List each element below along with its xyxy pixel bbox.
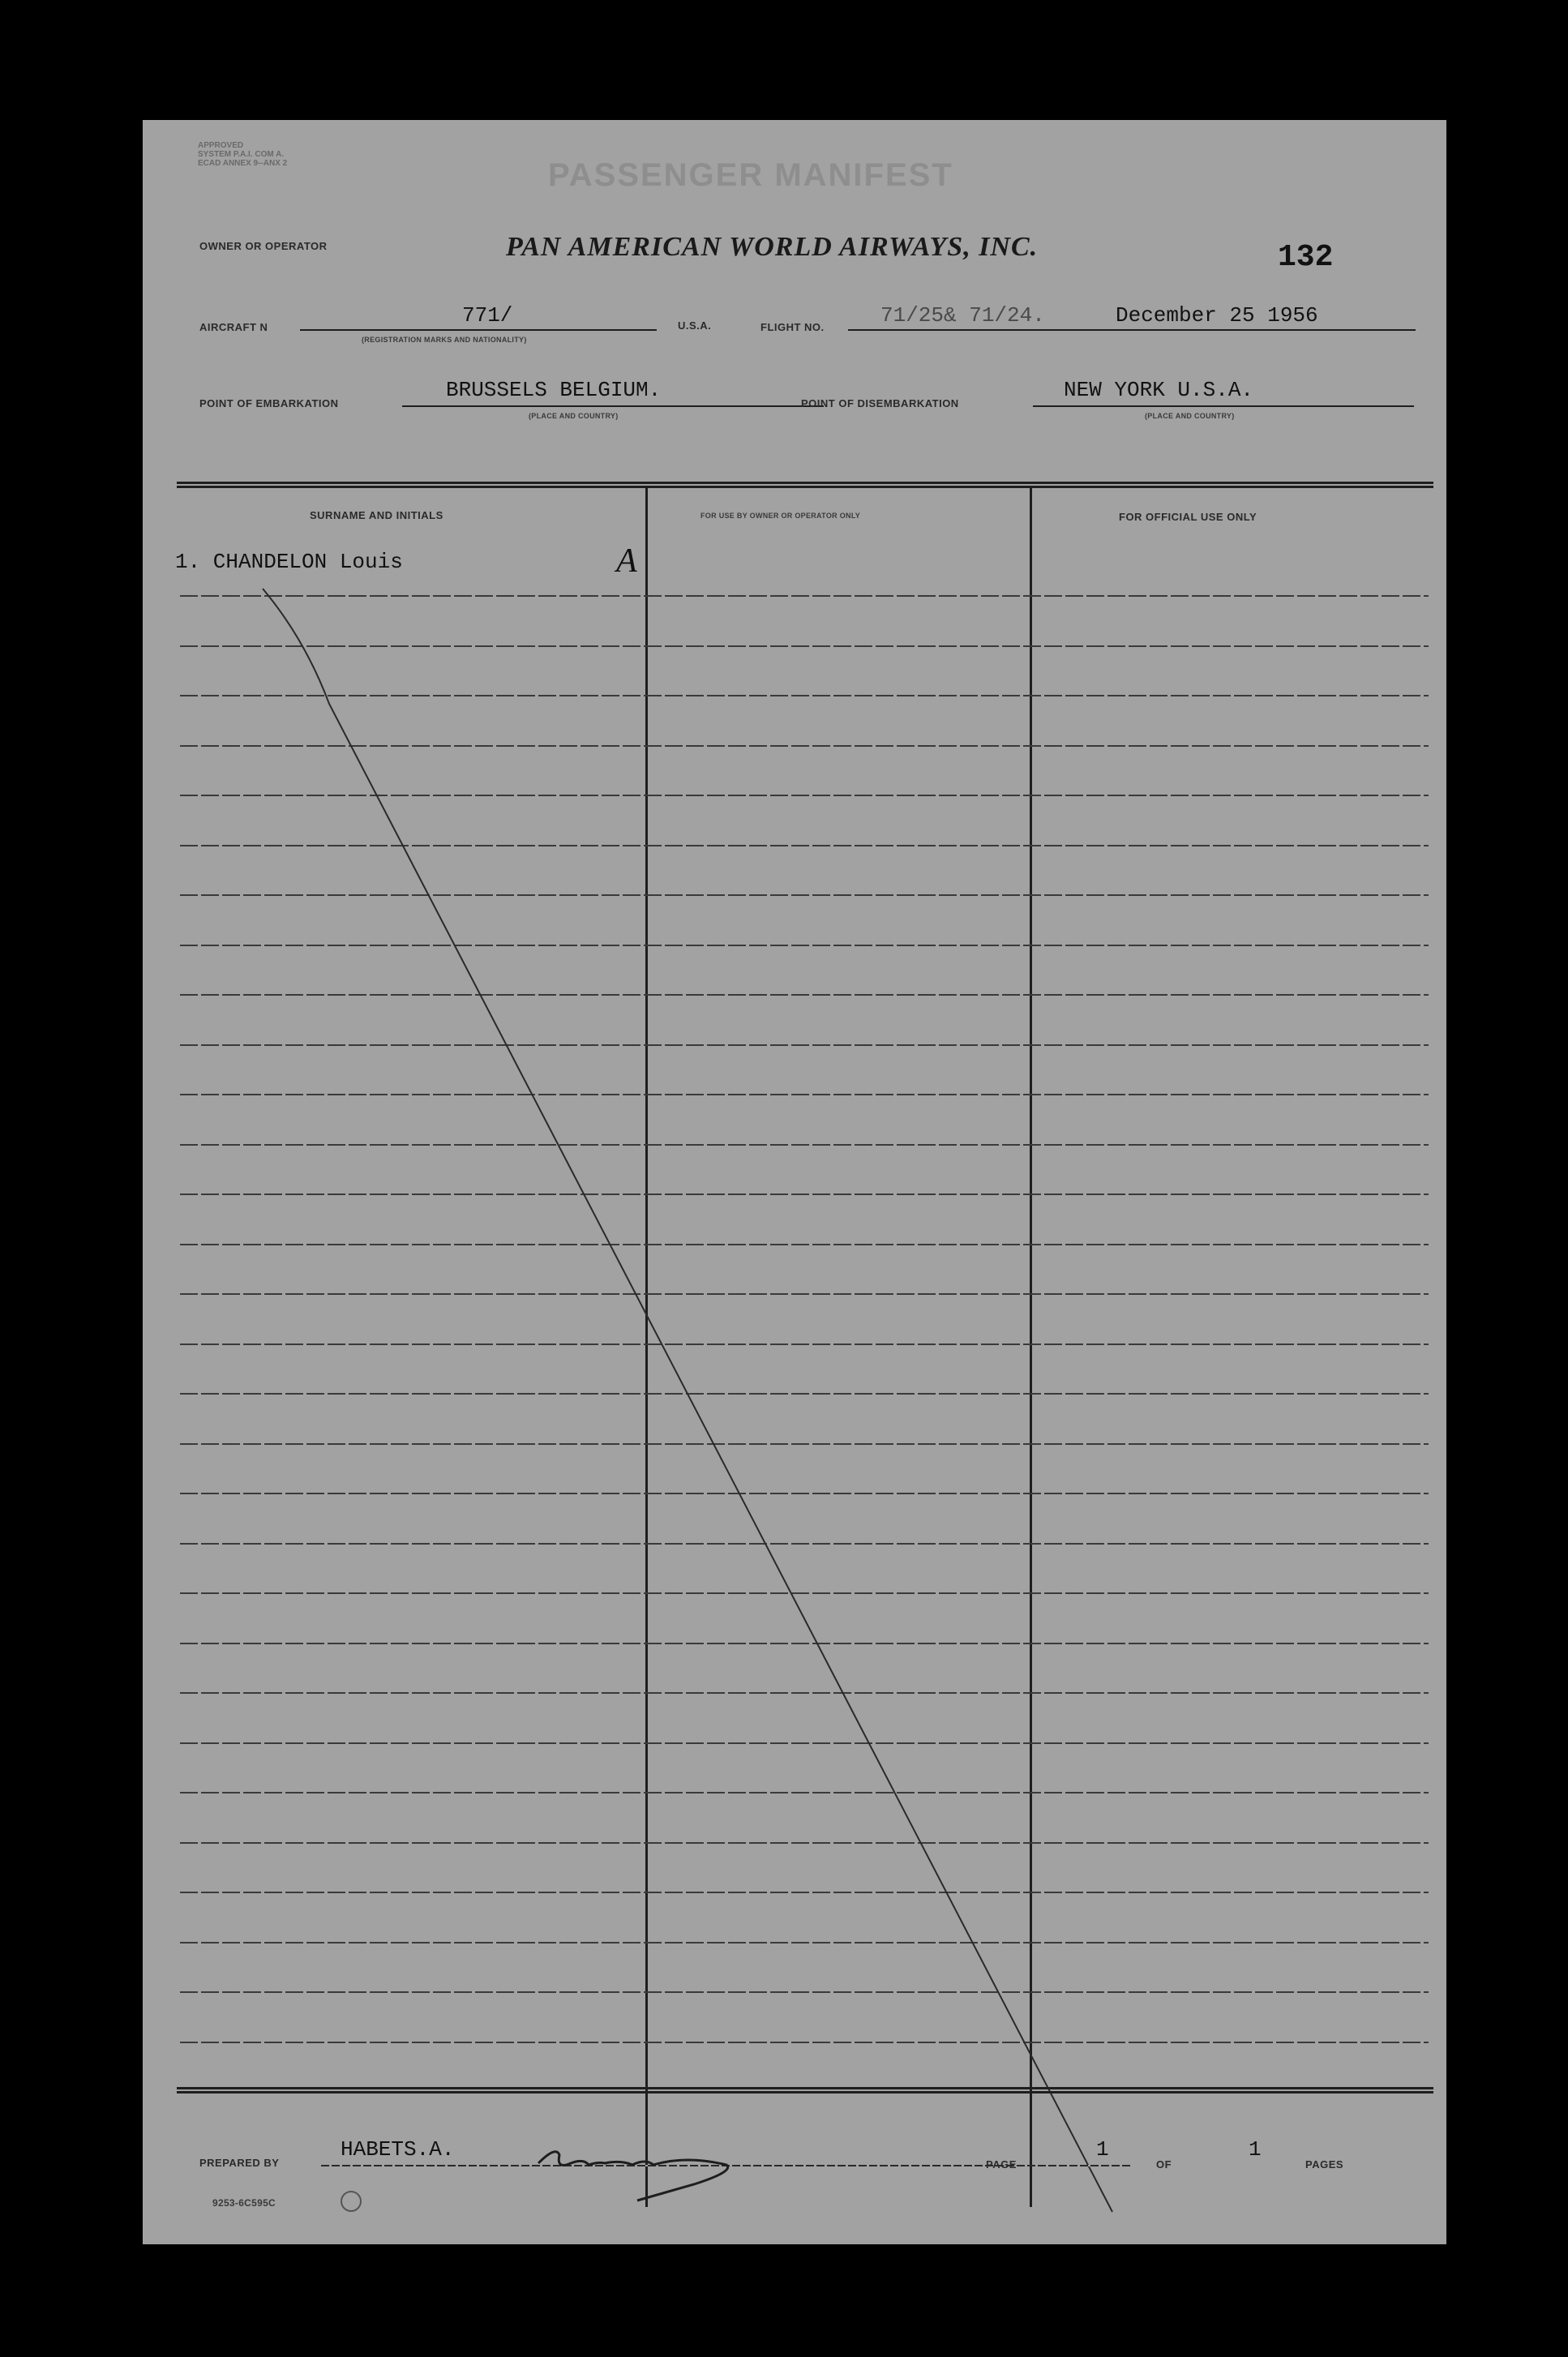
embarkation-caption: (PLACE AND COUNTRY) — [529, 412, 619, 420]
disembarkation-caption: (PLACE AND COUNTRY) — [1145, 412, 1235, 420]
airline-name: PAN AMERICAN WORLD AIRWAYS, INC. — [506, 232, 1039, 262]
page-number: 132 — [1278, 240, 1334, 275]
flight-value: 71/25& 71/24. — [880, 303, 1045, 328]
column-header-surname: SURNAME AND INITIALS — [310, 509, 443, 521]
manifest-document — [143, 120, 1446, 2244]
owner-label: OWNER OR OPERATOR — [199, 240, 328, 252]
page-label: PAGE — [986, 2158, 1017, 2171]
union-bug-icon — [341, 2191, 362, 2212]
column-header-official: FOR OFFICIAL USE ONLY — [1119, 511, 1257, 523]
aircraft-label: AIRCRAFT N — [199, 321, 268, 333]
form-code: 9253-6C595C — [212, 2197, 276, 2209]
approval-line-3: ECAD ANNEX 9--ANX 2 — [198, 159, 288, 168]
approval-line-1: APPROVED — [198, 141, 244, 150]
prepared-label: PREPARED BY — [199, 2157, 280, 2169]
of-value: 1 — [1249, 2137, 1262, 2162]
passenger-mark: A — [616, 542, 637, 580]
passenger-entry: 1. CHANDELON Louis — [175, 550, 403, 574]
pages-label: PAGES — [1305, 2158, 1344, 2171]
flight-date: December 25 1956 — [1116, 303, 1318, 328]
of-label: OF — [1156, 2158, 1172, 2171]
column-header-owner: FOR USE BY OWNER OR OPERATOR ONLY — [700, 512, 861, 520]
signature — [532, 2123, 856, 2212]
prepared-value: HABETS.A. — [341, 2137, 455, 2162]
cancel-slash — [143, 120, 1446, 2244]
table-bottom-border — [177, 2087, 1433, 2093]
page-value: 1 — [1096, 2137, 1109, 2162]
approval-line-2: SYSTEM P.A.I. COM A. — [198, 150, 285, 159]
aircraft-value: 771/ — [462, 303, 513, 328]
disembarkation-label: POINT OF DISEMBARKATION — [801, 397, 959, 409]
form-title: PASSENGER MANIFEST — [548, 157, 953, 193]
nationality: U.S.A. — [678, 319, 712, 332]
embarkation-value: BRUSSELS BELGIUM. — [446, 378, 662, 402]
flight-label: FLIGHT NO. — [760, 321, 825, 333]
aircraft-caption: (REGISTRATION MARKS AND NATIONALITY) — [362, 336, 527, 344]
disembarkation-value: NEW YORK U.S.A. — [1064, 378, 1254, 402]
embarkation-label: POINT OF EMBARKATION — [199, 397, 339, 409]
